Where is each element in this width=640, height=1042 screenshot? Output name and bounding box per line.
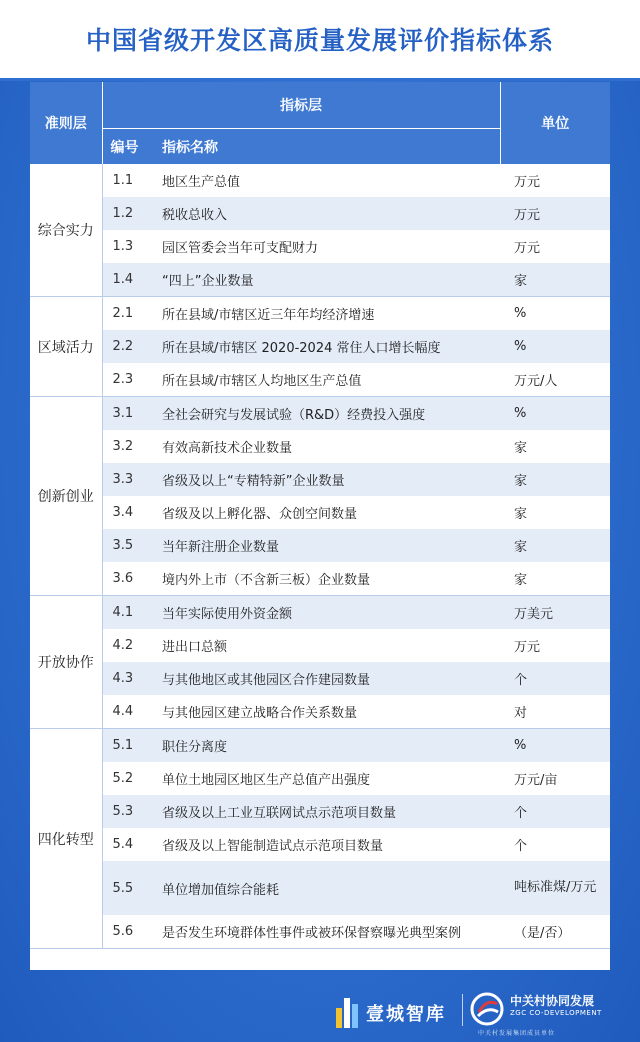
table-row [30, 297, 610, 331]
zgc-emblem-icon [470, 992, 504, 1026]
indicator-number: 4.2 [112, 638, 134, 653]
table-row [30, 463, 610, 496]
indicator-unit: 万元/亩 [514, 773, 558, 788]
indicator-number: 3.1 [102, 397, 162, 431]
header-unit: 单位 [500, 82, 610, 164]
indicator-table [30, 82, 610, 949]
zgc-logo [470, 986, 640, 1038]
indicator-name: 所在县域/市辖区近三年年均经济增速 [162, 308, 375, 323]
indicator-unit: （是/否） [500, 915, 610, 949]
indicator-number: 5.6 [102, 915, 162, 949]
table-row [30, 695, 610, 729]
indicator-number: 5.4 [112, 837, 134, 852]
indicator-unit: 万元/人 [500, 363, 610, 397]
indicator-number: 5.5 [102, 861, 162, 915]
indicator-table-card [30, 82, 610, 970]
indicator-unit: 个 [514, 839, 528, 854]
indicator-number: 1.3 [112, 239, 134, 254]
table-row [30, 562, 610, 596]
header-indicator-layer: 指标层 [102, 82, 500, 129]
indicator-unit: % [500, 330, 610, 363]
indicator-name: 省级及以上孵化器、众创空间数量 [162, 507, 358, 522]
indicator-name: 与其他地区或其他园区合作建园数量 [162, 662, 500, 695]
indicator-number: 3.6 [102, 562, 162, 596]
table-row [30, 529, 610, 562]
table-row [30, 397, 610, 431]
indicator-name: 园区管委会当年可支配财力 [162, 241, 319, 256]
yicheng-logo-text: 壹城智库 [366, 1004, 446, 1025]
indicator-number: 1.1 [112, 173, 134, 188]
zgc-logo-cn: 中关村协同发展 [510, 994, 595, 1008]
header-number: 编号 [102, 129, 162, 165]
header-name: 指标名称 [162, 129, 500, 165]
indicator-number: 4.4 [102, 695, 162, 729]
indicator-name: 是否发生环境群体性事件或被环保督察曝光典型案例 [162, 915, 500, 949]
indicator-number: 5.3 [102, 795, 162, 828]
indicator-name: 当年实际使用外资金额 [162, 596, 500, 630]
yicheng-logo [336, 990, 456, 1034]
indicator-name: 与其他园区建立战略合作关系数量 [162, 695, 500, 729]
indicator-unit: % [500, 729, 610, 763]
footer-divider [462, 994, 463, 1026]
indicator-name: 省级及以上“专精特新”企业数量 [162, 463, 500, 496]
indicator-number: 5.2 [112, 771, 134, 786]
category-cell: 综合实力 [30, 164, 102, 297]
table-row [30, 430, 610, 463]
table-row [30, 861, 610, 915]
zgc-logo-en: ZGC CO-DEVELOPMENT [510, 1009, 602, 1017]
table-body [30, 164, 610, 949]
footer [0, 980, 640, 1042]
indicator-name: 单位增加值综合能耗 [162, 861, 500, 915]
indicator-unit: 个 [500, 795, 610, 828]
indicator-number: 3.5 [102, 529, 162, 562]
table-row [30, 729, 610, 763]
category-cell: 开放协作 [30, 596, 102, 729]
category-cell: 四化转型 [30, 729, 102, 949]
indicator-unit: 万元 [514, 241, 541, 256]
indicator-number: 4.3 [102, 662, 162, 695]
indicator-unit: 家 [500, 263, 610, 297]
table-row [30, 363, 610, 397]
indicator-unit: 万美元 [500, 596, 610, 630]
indicator-unit: 家 [514, 441, 528, 456]
indicator-name: 省级及以上智能制造试点示范项目数量 [162, 839, 384, 854]
title-bar [0, 0, 640, 81]
indicator-name: “四上”企业数量 [162, 263, 500, 297]
indicator-unit: 万元 [500, 197, 610, 230]
indicator-number: 1.4 [102, 263, 162, 297]
indicator-name: 当年新注册企业数量 [162, 529, 500, 562]
table-row [30, 662, 610, 695]
indicator-name: 有效高新技术企业数量 [162, 441, 293, 456]
indicator-unit: 个 [500, 662, 610, 695]
zgc-logo-sub: 中关村发展集团成员单位 [478, 1030, 556, 1037]
indicator-unit: 万元 [514, 175, 541, 190]
table-row [30, 230, 610, 263]
indicator-unit: 万元 [514, 640, 541, 655]
indicator-name: 全社会研究与发展试验（R&D）经费投入强度 [162, 397, 500, 431]
indicator-name: 省级及以上工业互联网试点示范项目数量 [162, 795, 500, 828]
indicator-name: 职住分离度 [162, 729, 500, 763]
category-cell: 创新创业 [30, 397, 102, 596]
indicator-number: 5.1 [102, 729, 162, 763]
category-cell: 区域活力 [30, 297, 102, 397]
indicator-number: 4.1 [102, 596, 162, 630]
table-row [30, 496, 610, 529]
indicator-unit: 吨标准煤/万元 [500, 861, 610, 915]
table-row [30, 596, 610, 630]
indicator-unit: 家 [500, 562, 610, 596]
building-icon [336, 994, 358, 1028]
indicator-unit: 家 [500, 463, 610, 496]
indicator-name: 境内外上市（不含新三板）企业数量 [162, 562, 500, 596]
table-row [30, 197, 610, 230]
indicator-unit: % [500, 397, 610, 431]
page-title: 中国省级开发区高质量发展评价指标体系 [85, 26, 554, 55]
indicator-name: 所在县域/市辖区人均地区生产总值 [162, 363, 500, 397]
indicator-number: 2.2 [102, 330, 162, 363]
table-row [30, 828, 610, 861]
indicator-number: 2.1 [112, 306, 134, 321]
indicator-name: 进出口总额 [162, 640, 228, 655]
table-row [30, 263, 610, 297]
indicator-unit: 家 [500, 529, 610, 562]
table-row [30, 629, 610, 662]
table-row [30, 330, 610, 363]
indicator-unit: 家 [514, 507, 528, 522]
indicator-number: 3.3 [102, 463, 162, 496]
indicator-name: 税收总收入 [162, 197, 500, 230]
indicator-name: 地区生产总值 [162, 175, 241, 190]
indicator-number: 3.2 [112, 439, 134, 454]
table-row [30, 795, 610, 828]
indicator-name: 单位土地园区地区生产总值产出强度 [162, 773, 371, 788]
table-row [30, 915, 610, 949]
header-category: 准则层 [30, 82, 102, 164]
indicator-number: 3.4 [112, 505, 134, 520]
indicator-number: 1.2 [102, 197, 162, 230]
indicator-unit: 对 [500, 695, 610, 729]
indicator-unit: % [514, 306, 527, 321]
table-row [30, 762, 610, 795]
indicator-number: 2.3 [102, 363, 162, 397]
table-row [30, 164, 610, 197]
indicator-name: 所在县域/市辖区 2020-2024 常住人口增长幅度 [162, 330, 500, 363]
